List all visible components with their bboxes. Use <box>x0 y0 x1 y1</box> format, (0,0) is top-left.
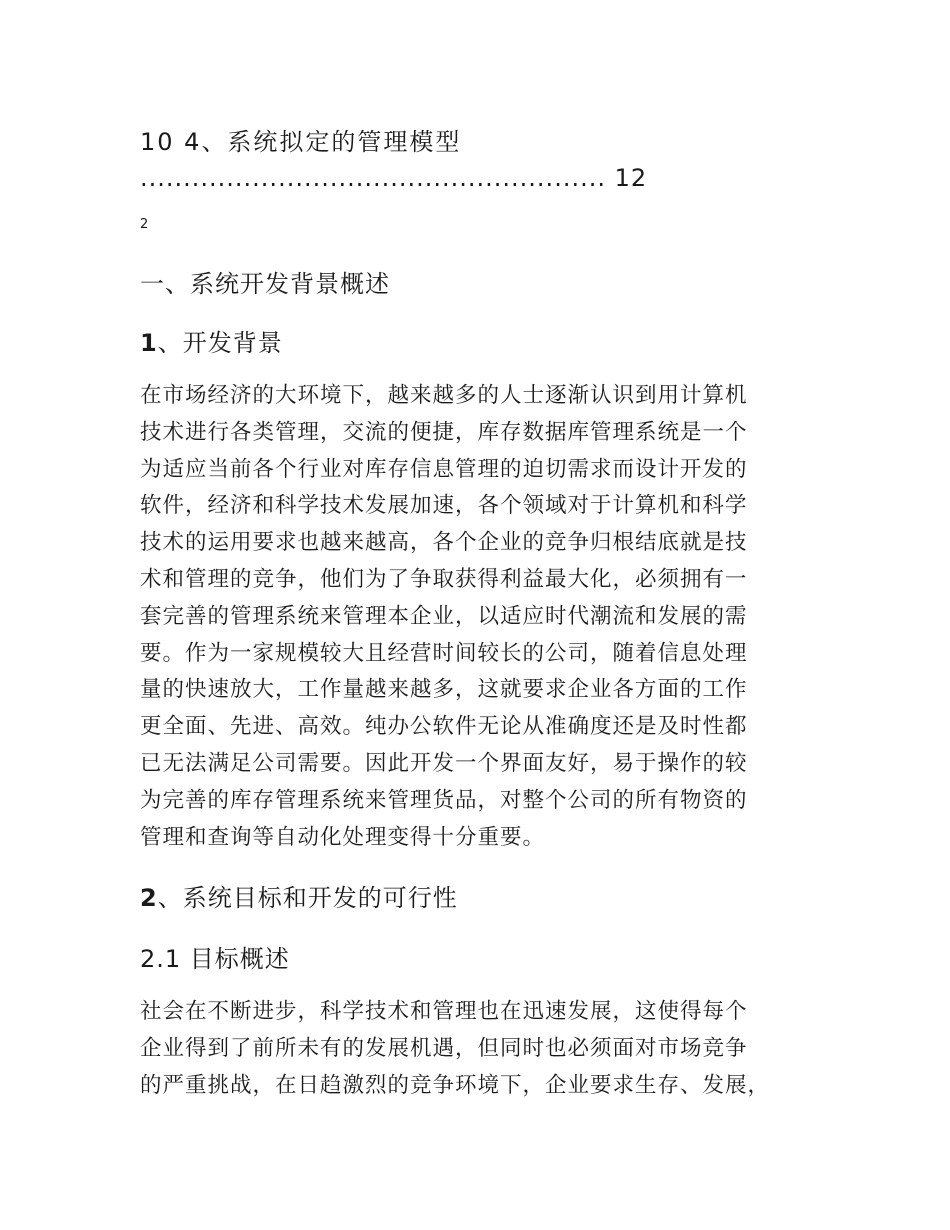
paragraph-line: 社会在不断进步，科学技术和管理也在迅速发展，这使得每个 <box>140 999 748 1024</box>
paragraph-line: 要。作为一家规模较大且经营时间较长的公司，随着信息处理 <box>140 640 748 666</box>
paragraph-goals <box>140 994 830 1104</box>
section-heading: 一、系统开发背景概述 <box>140 270 390 298</box>
subsection-heading-2 <box>140 878 458 913</box>
subsubsection-heading: 2.1 目标概述 <box>140 945 290 973</box>
paragraph-line: 套完善的管理系统来管理本企业，以适应时代潮流和发展的需 <box>140 603 748 629</box>
paragraph-line: 已无法满足公司需要。因此开发一个界面友好，易于操作的较 <box>140 750 748 776</box>
subsection-title: 、开发背景 <box>157 329 283 357</box>
subsection-number: 2 <box>140 884 158 912</box>
subsection-title: 、系统目标和开发的可行性 <box>157 884 458 912</box>
paragraph-line: 管理和查询等自动化处理变得十分重要。 <box>140 824 546 850</box>
paragraph-line: 企业得到了前所未有的发展机遇，但同时也必须面对市场竞争 <box>140 1035 748 1061</box>
paragraph-background <box>140 378 830 856</box>
paragraph-line: 技术进行各类管理，交流的便捷，库存数据库管理系统是一个 <box>140 419 748 445</box>
page-number: 2 <box>140 217 149 232</box>
paragraph-line: 的严重挑战，在日趋激烈的竞争环境下，企业要求生存、发展， <box>140 1072 771 1098</box>
paragraph-line: 技术的运用要求也越来越高，各个企业的竞争归根结底就是技 <box>140 530 748 556</box>
subsection-number: 1 <box>140 329 158 357</box>
paragraph-line: 软件，经济和科学技术发展加速，各个领域对于计算机和科学 <box>140 493 748 519</box>
paragraph-line: 为完善的库存管理系统来管理货品，对整个公司的所有物资的 <box>140 787 748 813</box>
subsection-heading-1 <box>140 323 283 358</box>
toc-entry-leader: ...................................................... 12 <box>140 164 648 192</box>
paragraph-line: 在市场经济的大环境下，越来越多的人士逐渐认识到用计算机 <box>140 383 748 408</box>
toc-entry-title: 10 4、系统拟定的管理模型 <box>140 128 462 156</box>
paragraph-line: 为适应当前各个行业对库存信息管理的迫切需求而设计开发的 <box>140 456 748 482</box>
paragraph-line: 量的快速放大，工作量越来越多，这就要求企业各方面的工作 <box>140 677 748 703</box>
paragraph-line: 术和管理的竞争，他们为了争取获得利益最大化，必须拥有一 <box>140 566 748 592</box>
paragraph-line: 更全面、先进、高效。纯办公软件无论从准确度还是及时性都 <box>140 714 748 740</box>
